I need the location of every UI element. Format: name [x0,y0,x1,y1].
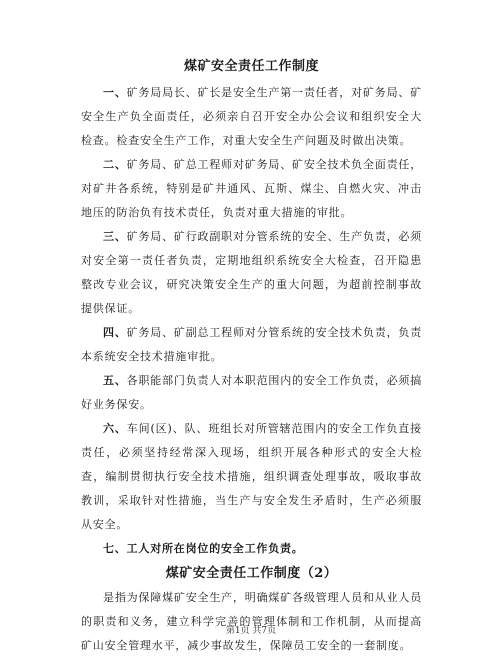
page-number-footer: 第1页 共7页 [225,626,277,636]
clause-4 [81,321,422,369]
clause-text: 矿务局局长、矿长是安全生产第一责任者，对矿务局、矿安全生产负全面责任，必须亲自召开安全办公会议和组织安全大检查。检查安全生产工作，对重大安全生产问题及时做出决策。 [81,86,422,147]
clause-7: 七、工人对所在岗位的安全工作负责。 [103,542,304,555]
clause-1 [81,81,422,153]
clause-number: 四、 [103,326,127,339]
clause-text: 各职能部门负责人对本职范围内的安全工作负责，必须搞好业务保安。 [81,374,422,411]
clause-text: 矿务局、矿行政副职对分管系统的安全、生产负责，必须对安全第一责任者负责，定期地组织系统安全大检查，召开隐患整改专业会议，研究决策安全生产的重大问题，为超前控制事故提供保证。 [81,230,422,315]
clause-number: 一、 [103,86,127,99]
section-2-paragraph: 是指为保障煤矿安全生产，明确煤矿各级管理人员和从业人员的职责和义务，建立科学完善的管理体制和工作机制，从而提高矿山安全管理水平，减少事故发生，保障员工安全的一套制度。 [81,591,422,652]
clause-text: 矿务局、矿总工程师对矿务局、矿安全技术负全面责任，对矿井各系统，特别是矿井通风、瓦斯、煤尘、自燃火灾、冲击地压的防治负有技术责任，负责对重大措施的审批。 [81,158,422,219]
clause-text: 矿务局、矿副总工程师对分管系统的安全技术负责，负责本系统安全技术措施审批。 [81,326,422,363]
clause-6 [81,417,422,537]
clause-5 [81,369,422,417]
section-title-2: 煤矿安全责任工作制度（2） [165,566,338,581]
clause-number: 二、 [103,158,127,171]
document-title: 煤矿安全责任工作制度 [183,59,319,74]
clause-number: 五、 [103,374,127,387]
clause-3 [81,225,422,321]
clause-number: 六、 [103,422,127,435]
clause-text: 车间(区)、队、班组长对所管辖范围内的安全工作负直接责任，必须坚持经常深入现场，组织开展各种形式的安全大检查，编制贯彻执行安全技术措施，组织调查处理事故，吸取事故教训，采取针对性措施，当生产与安全发生矛盾时，生产必须服从安全。 [81,422,422,531]
clause-2 [81,153,422,225]
clause-number: 三、 [103,230,127,243]
